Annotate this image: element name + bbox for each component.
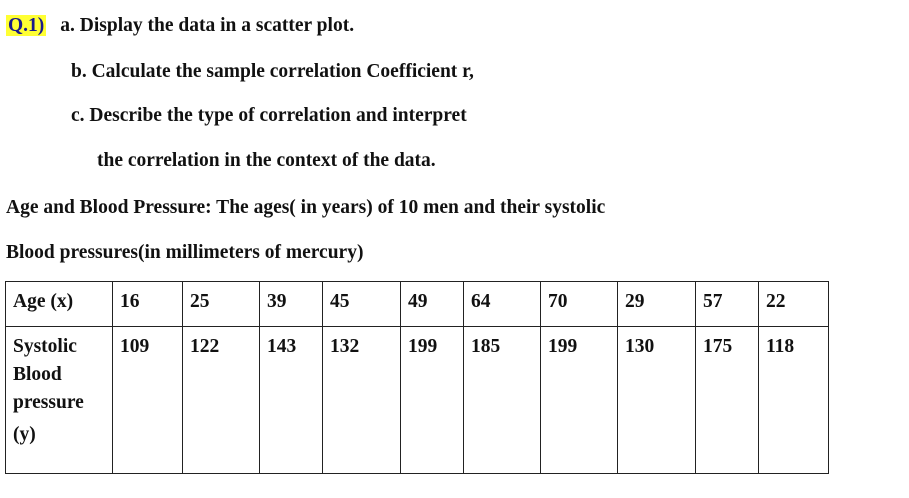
- question-item-c: c. Describe the type of correlation and interpret: [71, 105, 467, 126]
- table-cell-blood-pressure: 122: [183, 327, 260, 474]
- table-cell-age: 39: [260, 282, 323, 327]
- table-header-blood-pressure: [6, 327, 113, 474]
- table-cell-blood-pressure: 199: [401, 327, 464, 474]
- table-cell-age: 16: [113, 282, 183, 327]
- description-line-2: Blood pressures(in millimeters of mercury): [6, 242, 364, 263]
- header-line: (y): [13, 424, 36, 445]
- table-cell-age: 64: [464, 282, 541, 327]
- table-row-age: [6, 282, 829, 327]
- header-line: Systolic: [13, 336, 77, 357]
- question-a-line: [6, 15, 354, 37]
- table-cell-age: 22: [759, 282, 829, 327]
- question-item-b: b. Calculate the sample correlation Coefficient r,: [71, 61, 474, 82]
- table-cell-blood-pressure: 185: [464, 327, 541, 474]
- table-cell-age: 70: [541, 282, 618, 327]
- table-cell-age: 29: [618, 282, 696, 327]
- table-cell-blood-pressure: 199: [541, 327, 618, 474]
- table-cell-blood-pressure: 175: [696, 327, 759, 474]
- table-cell-age: 49: [401, 282, 464, 327]
- description-line-1: Age and Blood Pressure: The ages( in years) of 10 men and their systolic: [6, 197, 606, 218]
- header-line: pressure: [13, 392, 84, 413]
- question-item-c-continued: the correlation in the context of the data.: [97, 150, 436, 171]
- header-line: Blood: [13, 364, 62, 385]
- table-cell-age: 25: [183, 282, 260, 327]
- table-cell-blood-pressure: 130: [618, 327, 696, 474]
- table-cell-blood-pressure: 109: [113, 327, 183, 474]
- table-row-blood-pressure: [6, 327, 829, 474]
- table-cell-age: 57: [696, 282, 759, 327]
- table-cell-blood-pressure: 118: [759, 327, 829, 474]
- table-header-age: Age (x): [6, 282, 113, 327]
- table-cell-age: 45: [323, 282, 401, 327]
- question-number-label: Q.1): [8, 15, 45, 36]
- data-table: [5, 281, 829, 474]
- table-cell-blood-pressure: 143: [260, 327, 323, 474]
- question-item-a: a. Display the data in a scatter plot.: [60, 15, 355, 36]
- table-cell-blood-pressure: 132: [323, 327, 401, 474]
